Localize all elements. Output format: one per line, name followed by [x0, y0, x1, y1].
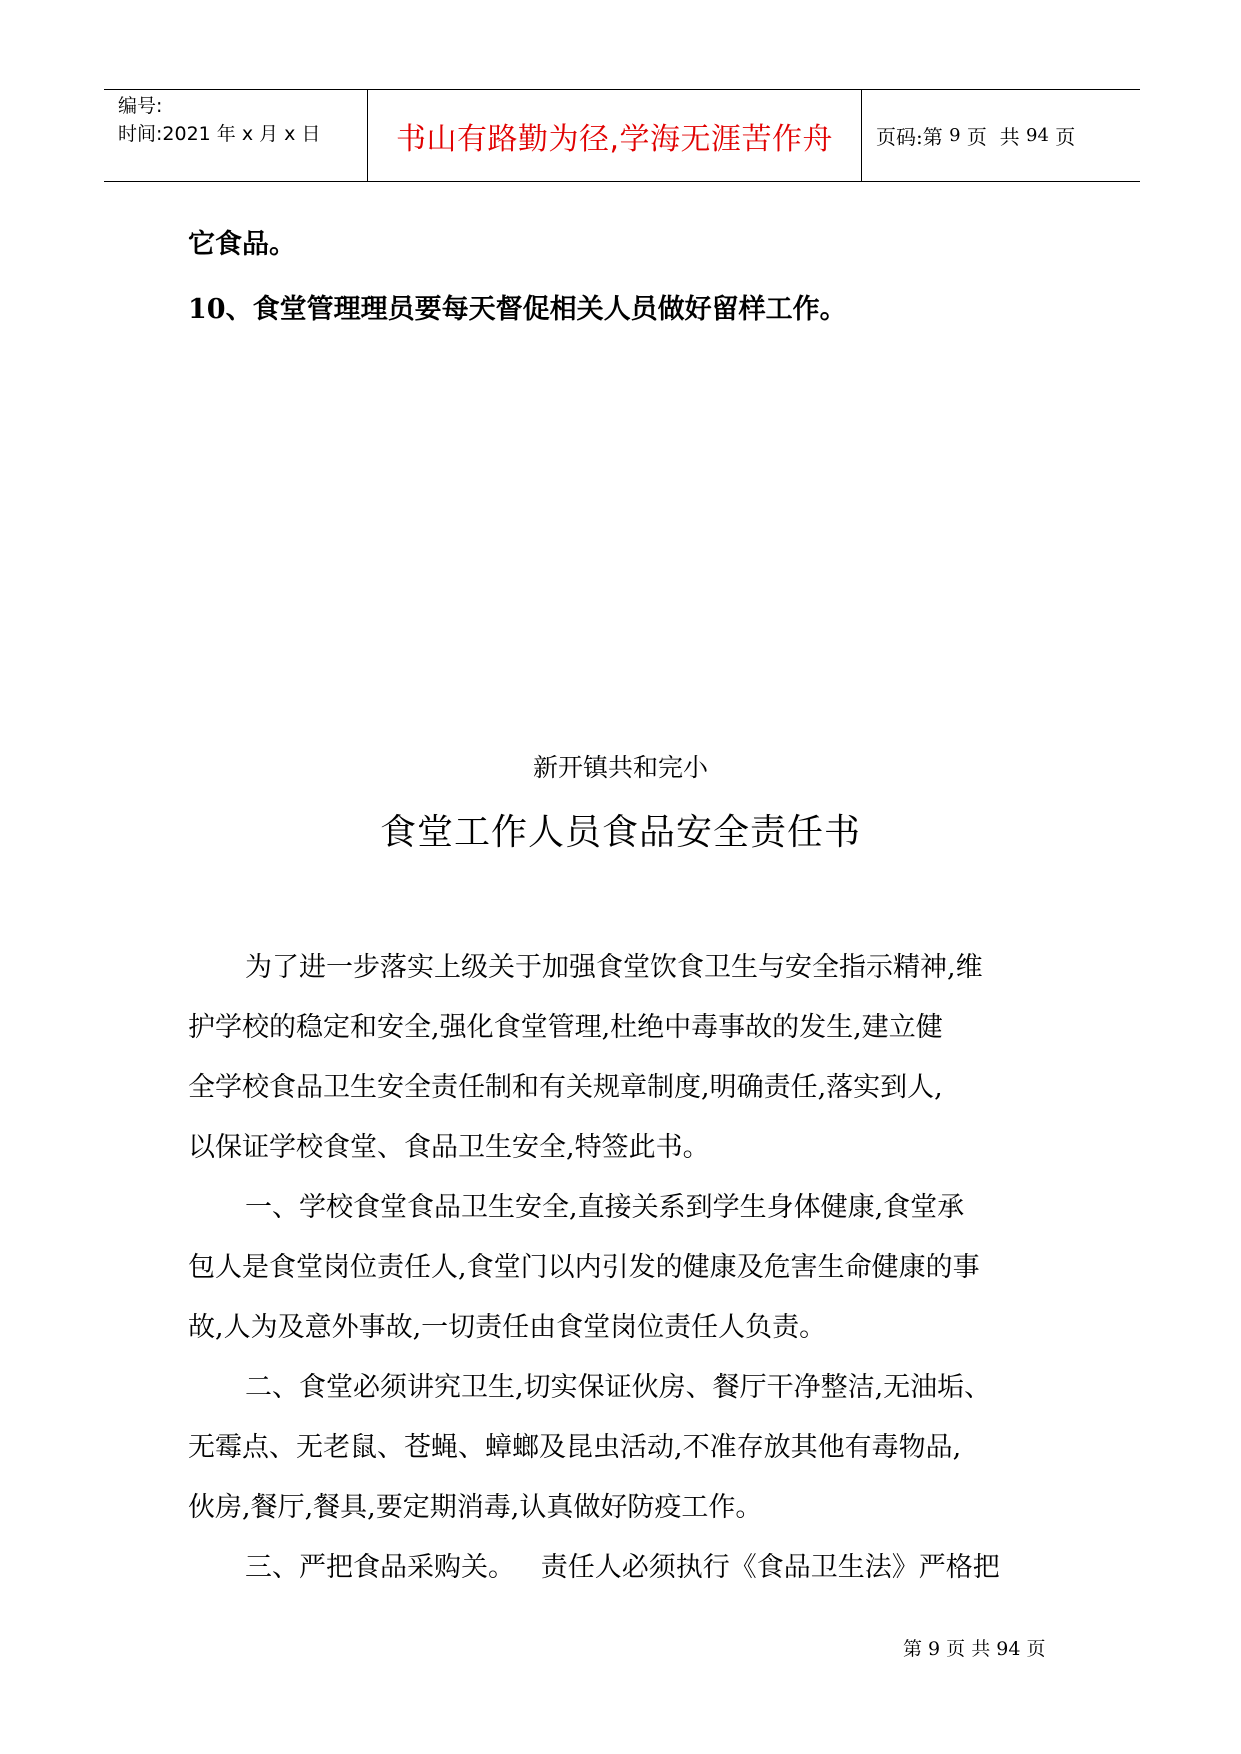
page-footer: 第 9 页 共 94 页 — [903, 1638, 1046, 1660]
page-total: 94 — [1026, 125, 1049, 146]
page-prefix: 页码:第 — [876, 125, 950, 149]
header-page-number — [862, 90, 1140, 181]
paragraph-line: 一、学校食堂食品卫生安全,直接关系到学生身体健康,食堂承 — [245, 1192, 965, 1223]
paragraph-line: 全学校食品卫生安全责任制和有关规章制度,明确责任,落实到人, — [188, 1072, 943, 1103]
paragraph-line: 二、食堂必须讲究卫生,切实保证伙房、餐厅干净整洁,无油垢、 — [245, 1372, 992, 1403]
page-current: 9 — [949, 125, 961, 146]
paragraph-line: 为了进一步落实上级关于加强食堂饮食卫生与安全指示精神,维 — [245, 952, 983, 983]
previous-text-tail: 它食品。 — [188, 229, 296, 260]
paragraph-line: 三、严把食品采购关。 责任人必须执行《食品卫生法》严格把 — [245, 1552, 1000, 1583]
paragraph-line: 护学校的稳定和安全,强化食堂管理,杜绝中毒事故的发生,建立健 — [188, 1012, 943, 1043]
paragraph-line: 以保证学校食堂、食品卫生安全,特签此书。 — [188, 1132, 710, 1163]
header-meta — [104, 90, 368, 181]
header-motto: 书山有路勤为径,学海无涯苦作舟 — [395, 121, 834, 157]
serial-label: 编号: — [118, 95, 163, 117]
paragraph-line: 伙房,餐厅,餐具,要定期消毒,认真做好防疫工作。 — [188, 1492, 763, 1523]
document-title: 食堂工作人员食品安全责任书 — [379, 812, 861, 853]
page-header — [104, 89, 1140, 182]
paragraph-line: 故,人为及意外事故,一切责任由食堂岗位责任人负责。 — [188, 1312, 827, 1343]
school-name: 新开镇共和完小 — [532, 753, 708, 782]
paragraph-line: 包人是食堂岗位责任人,食堂门以内引发的健康及危害生命健康的事 — [188, 1252, 980, 1283]
paragraph-line: 无霉点、无老鼠、苍蝇、蟑螂及昆虫活动,不准存放其他有毒物品, — [188, 1432, 962, 1463]
page-mid: 页 共 — [960, 125, 1026, 149]
header-motto-cell — [368, 90, 862, 181]
time-label: 时间:2021 年 x 月 x 日 — [118, 123, 321, 145]
page-suffix: 页 — [1048, 125, 1076, 149]
list-item-10: 10、食堂管理理员要每天督促相关人员做好留样工作。 — [188, 294, 847, 325]
